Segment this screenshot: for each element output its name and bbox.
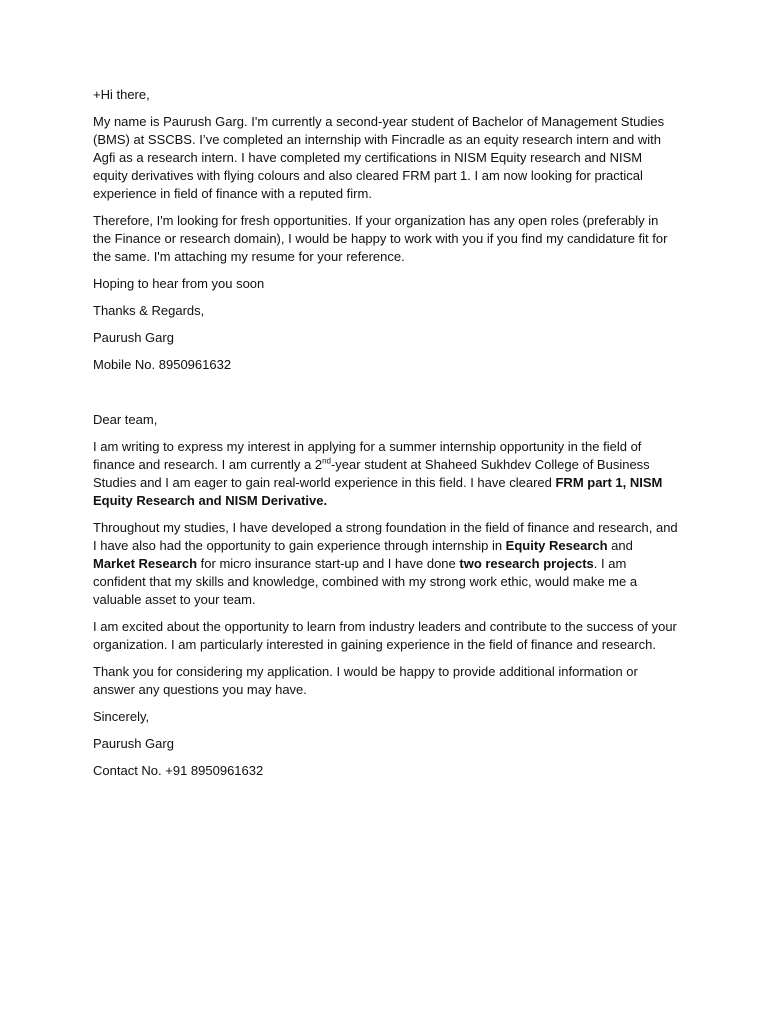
greeting-line: +Hi there, (93, 87, 150, 102)
signature-name: Paurush Garg (93, 736, 174, 751)
interest-paragraph (93, 438, 678, 510)
certifications-text: FRM part 1, NISM Equity Research and NISM Derivative. (93, 475, 663, 508)
text-run: -year student at Shaheed Sukhdev College of Business Studies and I am eager to gain real-world experience in this field. I have cleared (93, 457, 650, 490)
ordinal-suffix: nd (322, 456, 331, 466)
hope-line: Hoping to hear from you soon (93, 276, 265, 291)
email-two (93, 411, 678, 780)
closing-line: Sincerely, (93, 709, 150, 724)
excitement-paragraph: I am excited about the opportunity to learn from industry leaders and contribute to the success of your organization. I am particularly interested in gaining experience in the field of finance and research. (93, 619, 677, 652)
signature-name: Paurush Garg (93, 330, 174, 345)
greeting-line: Dear team, (93, 412, 158, 427)
contact-line: Contact No. +91 8950961632 (93, 763, 264, 778)
closing-line: Thanks & Regards, (93, 303, 205, 318)
text-run: Throughout my studies, I have developed a strong foundation in the field of finance and research, and I have also had the opportunity to gain experience through internship in (93, 520, 678, 553)
mobile-line: Mobile No. 8950961632 (93, 357, 232, 372)
studies-paragraph (93, 519, 678, 609)
email-one (93, 86, 678, 374)
thanks-paragraph: Thank you for considering my application. I would be happy to provide additional information or answer any questions you may have. (93, 664, 638, 697)
research-projects-text: two research projects (459, 556, 594, 571)
text-run: and (607, 538, 633, 553)
text-run: for micro insurance start-up and I have done (197, 556, 460, 571)
request-paragraph: Therefore, I'm looking for fresh opportunities. If your organization has any open roles (preferably in the Finance or research domain), I would be happy to work with you if you find my candidature fit for the same. I'm attaching my resume for your reference. (93, 213, 668, 264)
text-run: I am writing to express my interest in applying for a summer internship opportunity in the field of finance and research. I am currently a 2 (93, 439, 642, 472)
equity-research-text: Equity Research (505, 538, 608, 553)
market-research-text: Market Research (93, 556, 198, 571)
section-gap (93, 383, 678, 411)
intro-paragraph: My name is Paurush Garg. I'm currently a second-year student of Bachelor of Management Studies (BMS) at SSCBS. I’ve completed an internship with Fincradle as an equity research intern and with Agfi as a research intern. I have completed my certifications in NISM Equity research and NISM equity derivatives with flying colours and also cleared FRM part 1. I am now looking for practical experience in field of finance with a reputed firm. (93, 114, 665, 201)
text-run: . I am confident that my skills and knowledge, combined with my strong work ethic, would make me a valuable asset to your team. (93, 556, 638, 607)
